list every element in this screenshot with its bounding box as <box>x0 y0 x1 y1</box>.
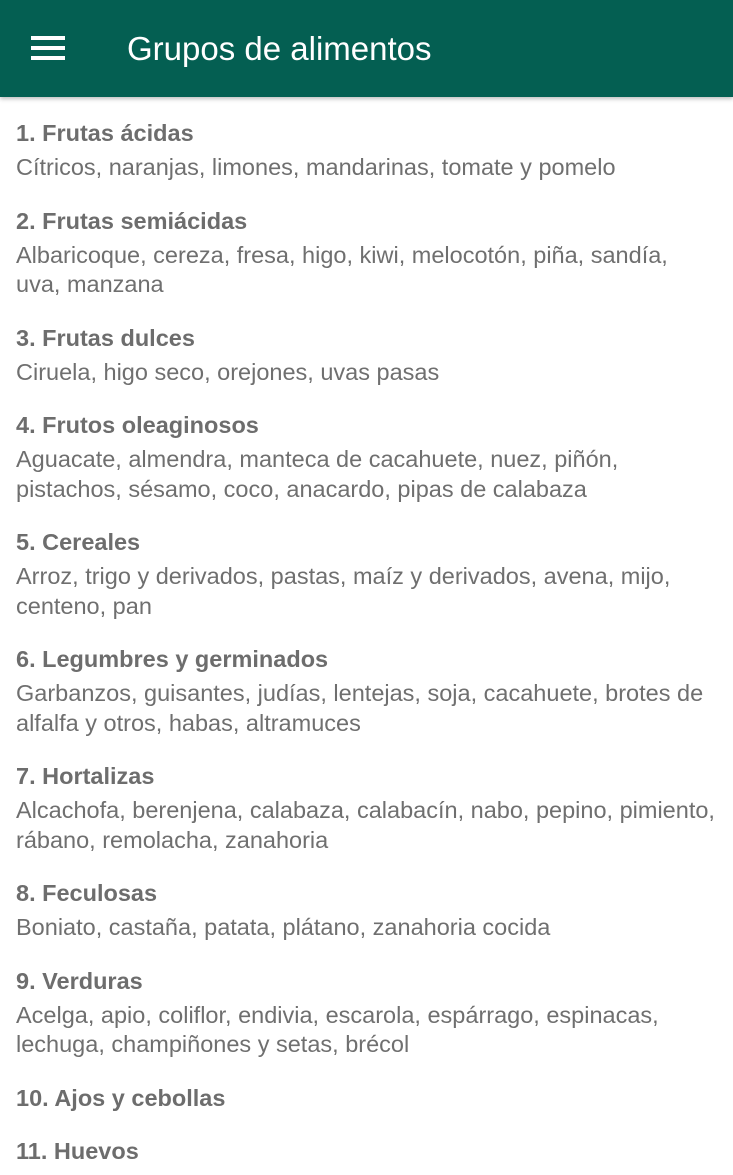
group-items: Ciruela, higo seco, orejones, uvas pasas <box>16 358 440 385</box>
group-title: 3. Frutas dulces <box>16 324 195 351</box>
group-items: Acelga, apio, coliflor, endivia, escarola, espárrago, espinacas, lechuga, champiñones y setas, brécol <box>16 1001 659 1057</box>
food-group-5[interactable] <box>0 527 733 621</box>
group-items: Arroz, trigo y derivados, pastas, maíz y derivados, avena, mijo, centeno, pan <box>16 563 671 619</box>
group-items: Boniato, castaña, patata, plátano, zanahoria cocida <box>16 914 551 940</box>
food-groups-list <box>0 97 733 1175</box>
food-group-3[interactable] <box>0 323 733 388</box>
menu-button[interactable] <box>14 18 82 78</box>
food-group-8[interactable] <box>0 878 733 943</box>
group-title: 10. Ajos y cebollas <box>16 1084 226 1111</box>
group-items: Albaricoque, cereza, fresa, higo, kiwi, melocotón, piña, sandía, uva, manzana <box>16 241 668 297</box>
group-title: 1. Frutas ácidas <box>16 120 194 146</box>
group-title: 2. Frutas semiácidas <box>16 207 248 234</box>
group-items: Aguacate, almendra, manteca de cacahuete, nuez, piñón, pistachos, sésamo, coco, anacardo, pipas de calabaza <box>16 446 619 502</box>
food-group-6[interactable] <box>0 644 733 738</box>
food-group-7[interactable] <box>0 761 733 855</box>
food-group-10[interactable] <box>0 1083 733 1113</box>
food-group-11[interactable] <box>0 1136 733 1166</box>
group-title: 6. Legumbres y germinados <box>16 646 329 672</box>
group-items: Garbanzos, guisantes, judías, lentejas, soja, cacahuete, brotes de alfalfa y otros, habas, altramuces <box>16 680 704 736</box>
food-group-9[interactable] <box>0 966 733 1060</box>
group-title: 11. Huevos <box>16 1137 139 1164</box>
hamburger-menu-icon <box>31 35 65 61</box>
group-title: 5. Cereales <box>16 529 141 555</box>
group-title: 7. Hortalizas <box>16 763 155 789</box>
group-items: Cítricos, naranjas, limones, mandarinas, tomate y pomelo <box>16 154 616 180</box>
food-group-1[interactable] <box>0 118 733 183</box>
group-items: Alcachofa, berenjena, calabaza, calabacín, nabo, pepino, pimiento, rábano, remolacha, zanahoria <box>16 797 715 853</box>
group-title: 4. Frutos oleaginosos <box>16 412 259 438</box>
food-group-2[interactable] <box>0 206 733 300</box>
app-bar <box>0 0 733 97</box>
group-title: 8. Feculosas <box>16 880 158 906</box>
page-title: Grupos de alimentos <box>127 30 432 67</box>
group-title: 9. Verduras <box>16 967 143 994</box>
food-group-4[interactable] <box>0 410 733 504</box>
